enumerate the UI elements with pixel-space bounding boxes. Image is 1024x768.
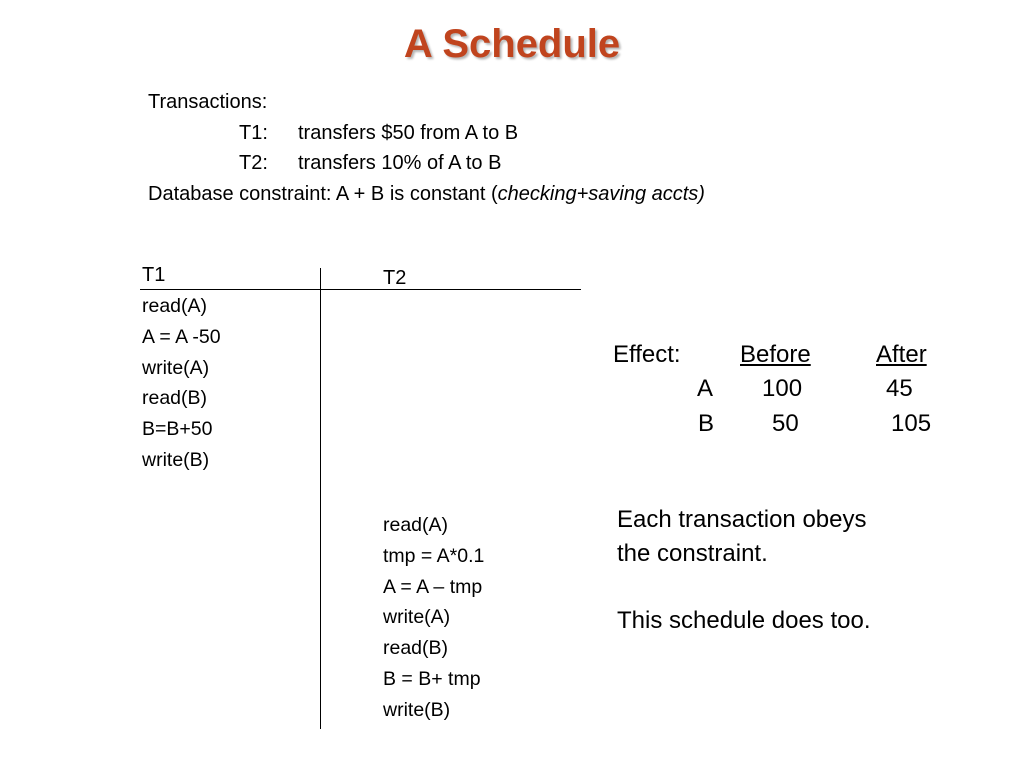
t1-label: T1: <box>239 121 268 144</box>
database-constraint <box>148 179 705 210</box>
t2-op: B = B+ tmp <box>383 667 481 690</box>
effect-row-b-name: B <box>698 410 715 437</box>
effect-row-b-before: 50 <box>772 410 799 437</box>
t2-op: write(A) <box>383 606 451 629</box>
effect-row-a-name: A <box>697 375 714 402</box>
t1-op: read(A) <box>142 295 208 317</box>
t2-label: T2: <box>239 152 268 174</box>
note-line: Each transaction obeys <box>617 506 867 533</box>
t2-description <box>148 148 705 179</box>
effect-row-a-before: 100 <box>762 375 803 402</box>
t2-op: A = A – tmp <box>383 575 483 598</box>
t2-op: read(B) <box>383 637 449 660</box>
constraint-italic: checking+saving accts) <box>497 182 705 205</box>
t1-op: read(B) <box>142 387 208 410</box>
t1-column-header: T1 <box>142 264 166 286</box>
note-spacer <box>617 570 871 604</box>
conclusion-notes <box>617 503 871 637</box>
transactions-heading: Transactions: <box>148 91 268 113</box>
t2-column-header: T2 <box>383 267 407 289</box>
slide-title: A Schedule <box>403 22 621 66</box>
constraint-prefix: Database constraint: A + B is constant ( <box>148 182 498 205</box>
t1-op: write(B) <box>142 448 210 471</box>
transactions-description <box>148 87 705 209</box>
note-line: the constraint. <box>617 539 768 567</box>
after-header: After <box>876 341 927 368</box>
t2-text: transfers 10% of A to B <box>298 152 502 174</box>
t2-operations <box>383 510 484 726</box>
effect-row-b-after: 105 <box>891 410 932 437</box>
note-line: This schedule does too. <box>617 606 871 634</box>
effect-label: Effect: <box>613 341 681 368</box>
schedule-header-rule <box>140 289 581 290</box>
t1-text: transfers $50 from A to B <box>298 121 519 144</box>
t1-description <box>148 118 705 149</box>
t1-operations <box>142 291 221 476</box>
schedule-column-divider <box>320 268 321 729</box>
effect-row-a-after: 45 <box>886 375 913 402</box>
t1-op: A = A -50 <box>142 325 221 348</box>
before-header: Before <box>740 341 811 368</box>
t2-op: read(A) <box>383 514 449 536</box>
t1-op: write(A) <box>142 356 210 379</box>
t2-op: write(B) <box>383 698 451 721</box>
t1-op: B=B+50 <box>142 418 213 441</box>
t2-op: tmp = A*0.1 <box>383 544 485 567</box>
